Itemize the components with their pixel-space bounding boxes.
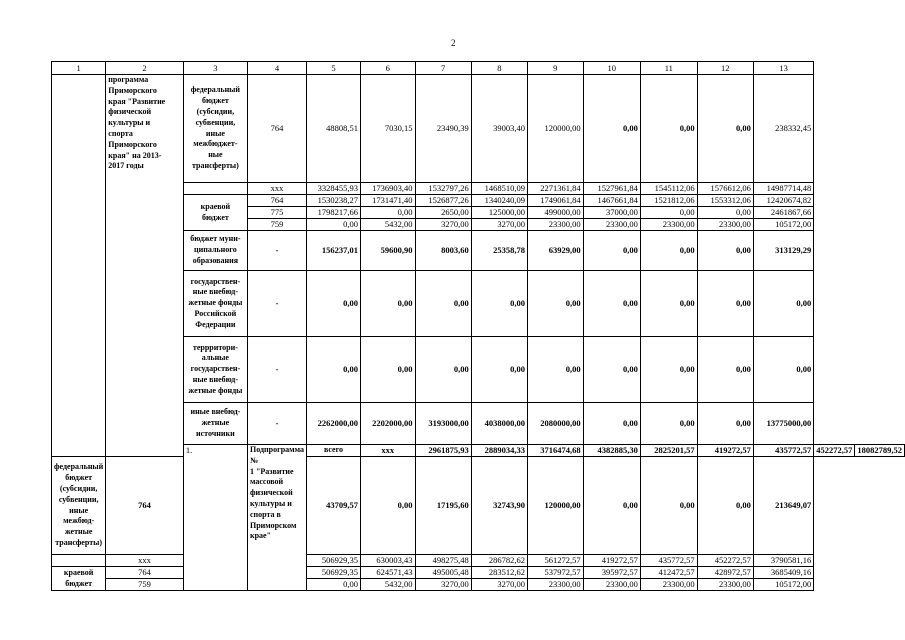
column-number: 13 [753, 62, 813, 75]
value-cell: 1749061,84 [527, 195, 583, 207]
funding-source-label: федеральный бюджет (субсидии, субвенции, иные межбюджет- ные трансферты) [183, 75, 247, 183]
value-cell: 0,00 [640, 207, 697, 219]
value-cell: 3270,00 [471, 219, 527, 231]
value-cell: 1576612,06 [697, 183, 753, 195]
column-number: 6 [361, 62, 416, 75]
value-cell: 3716474,68 [527, 445, 583, 457]
column-number: 8 [471, 62, 527, 75]
column-number: 12 [697, 62, 753, 75]
value-cell: 1526877,26 [415, 195, 471, 207]
page-number: 2 [451, 38, 456, 48]
value-cell: 18082789,52 [855, 445, 905, 457]
value-cell: 0,00 [640, 231, 697, 271]
value-cell: 0,00 [697, 337, 753, 403]
row-number: 1. [183, 445, 247, 591]
value-cell: 1527961,84 [583, 183, 640, 195]
budget-code: 764 [106, 457, 184, 555]
blank-cell [183, 183, 247, 195]
value-cell: 1340240,09 [471, 195, 527, 207]
funding-source-label: федеральный бюджет (субсидии, субвенции, иные межбюд- жетные трансферты) [52, 457, 106, 555]
value-cell: 1553312,06 [697, 195, 753, 207]
value-cell: 2650,00 [415, 207, 471, 219]
value-cell: 1468510,09 [471, 183, 527, 195]
value-cell: 1530238,27 [307, 195, 361, 207]
funding-source-label: бюджет муни- ципального образования [183, 231, 247, 271]
value-cell: 1467661,84 [583, 195, 640, 207]
value-cell: 395972,57 [583, 567, 640, 579]
budget-code: 759 [106, 579, 184, 591]
value-cell: 32743,90 [471, 457, 527, 555]
value-cell: 2461867,66 [753, 207, 813, 219]
value-cell: 452272,57 [814, 445, 855, 457]
budget-code: 759 [247, 219, 306, 231]
value-cell: 8003,60 [415, 231, 471, 271]
value-cell: 498275,48 [415, 555, 471, 567]
value-cell: 537972,57 [527, 567, 583, 579]
value-cell: 23300,00 [583, 219, 640, 231]
value-cell: 48808,51 [307, 75, 361, 183]
value-cell: 1731471,40 [361, 195, 416, 207]
value-cell: 0,00 [640, 271, 697, 337]
value-cell: 23300,00 [640, 219, 697, 231]
column-number: 2 [106, 62, 184, 75]
value-cell: 2961875,93 [415, 445, 471, 457]
budget-code: 764 [106, 567, 184, 579]
value-cell: 13775000,00 [753, 403, 813, 445]
column-number: 3 [183, 62, 247, 75]
value-cell: 1736903,40 [361, 183, 416, 195]
budget-code: - [247, 403, 306, 445]
value-cell: 1798217,66 [307, 207, 361, 219]
value-cell: 2202000,00 [361, 403, 416, 445]
value-cell: 23300,00 [527, 579, 583, 591]
value-cell: 283512,62 [471, 567, 527, 579]
value-cell: 0,00 [640, 337, 697, 403]
value-cell: 0,00 [697, 231, 753, 271]
value-cell: 1521812,06 [640, 195, 697, 207]
value-cell: 0,00 [697, 271, 753, 337]
funding-source-label: краевой бюджет [183, 195, 247, 231]
value-cell: 0,00 [697, 457, 753, 555]
value-cell: 5432,00 [361, 219, 416, 231]
budget-code: xxx [361, 445, 416, 457]
value-cell: 0,00 [307, 271, 361, 337]
value-cell: 23490,39 [415, 75, 471, 183]
value-cell: 0,00 [697, 207, 753, 219]
value-cell: 23300,00 [697, 579, 753, 591]
value-cell: 43709,57 [307, 457, 361, 555]
value-cell: 12420674,82 [753, 195, 813, 207]
value-cell: 23300,00 [640, 579, 697, 591]
table-row [52, 555, 905, 567]
value-cell: 3270,00 [415, 219, 471, 231]
value-cell: 238332,45 [753, 75, 813, 183]
value-cell: 156237,01 [307, 231, 361, 271]
value-cell: 0,00 [583, 271, 640, 337]
funding-source-label: государствен- ные внебюд- жетные фонды Российской Федерации [183, 271, 247, 337]
value-cell: 59600,90 [361, 231, 416, 271]
value-cell: 105172,00 [753, 579, 813, 591]
value-cell: 2271361,84 [527, 183, 583, 195]
value-cell: 428972,57 [697, 567, 753, 579]
value-cell: 435772,57 [753, 445, 813, 457]
table-row [52, 75, 905, 183]
value-cell: 120000,00 [527, 75, 583, 183]
value-cell: 0,00 [361, 207, 416, 219]
value-cell: 0,00 [307, 579, 361, 591]
value-cell: 435772,57 [640, 555, 697, 567]
value-cell: 17195,60 [415, 457, 471, 555]
value-cell: 5432,00 [361, 579, 416, 591]
value-cell: 286782,62 [471, 555, 527, 567]
value-cell: 2889034,33 [471, 445, 527, 457]
value-cell: 3270,00 [415, 579, 471, 591]
value-cell: 0,00 [527, 271, 583, 337]
value-cell: 3790581,16 [753, 555, 813, 567]
value-cell: 0,00 [583, 75, 640, 183]
value-cell: 0,00 [415, 271, 471, 337]
table-row [52, 567, 905, 579]
value-cell: 2080000,00 [527, 403, 583, 445]
value-cell: 2262000,00 [307, 403, 361, 445]
column-number: 5 [307, 62, 361, 75]
budget-code: 775 [247, 207, 306, 219]
budget-code: - [247, 271, 306, 337]
value-cell: 506929,35 [307, 555, 361, 567]
value-cell: 561272,57 [527, 555, 583, 567]
row-number-cell [52, 75, 106, 457]
value-cell: 0,00 [583, 403, 640, 445]
funding-source-label: террритори- альные государствен- ные внебюд- жетные фонды [183, 337, 247, 403]
value-cell: 4382885,30 [583, 445, 640, 457]
value-cell: 452272,57 [697, 555, 753, 567]
value-cell: 0,00 [361, 457, 416, 555]
value-cell: 25358,78 [471, 231, 527, 271]
value-cell: 3328455,93 [307, 183, 361, 195]
value-cell: 23300,00 [527, 219, 583, 231]
value-cell: 63929,00 [527, 231, 583, 271]
value-cell: 0,00 [753, 337, 813, 403]
column-number: 1 [52, 62, 106, 75]
subprogram-name: Подпрограмма № 1 "Развитие массовой физической культуры и спорта в Приморском крае" [247, 445, 306, 591]
value-cell: 506929,35 [307, 567, 361, 579]
value-cell: 0,00 [361, 271, 416, 337]
value-cell: 419272,57 [697, 445, 753, 457]
value-cell: 37000,00 [583, 207, 640, 219]
value-cell: 0,00 [471, 271, 527, 337]
budget-table [51, 61, 905, 591]
value-cell: 0,00 [583, 457, 640, 555]
value-cell: 105172,00 [753, 219, 813, 231]
value-cell: 4038000,00 [471, 403, 527, 445]
value-cell: 23300,00 [697, 219, 753, 231]
value-cell: 1545112,06 [640, 183, 697, 195]
value-cell: 39003,40 [471, 75, 527, 183]
value-cell: 499000,00 [527, 207, 583, 219]
budget-code: - [247, 231, 306, 271]
value-cell: 0,00 [307, 219, 361, 231]
value-cell: 419272,57 [583, 555, 640, 567]
funding-source-label: краевой бюджет [52, 567, 106, 591]
value-cell: 0,00 [697, 403, 753, 445]
column-number: 11 [640, 62, 697, 75]
value-cell: 7030,15 [361, 75, 416, 183]
funding-source-label: всего [307, 445, 361, 457]
program-name: программа Приморского края "Развитие физической культуры и спорта Приморского края" на 2013- 2017 годы [106, 75, 184, 457]
table-row [52, 579, 905, 591]
value-cell: 0,00 [471, 337, 527, 403]
value-cell: 1532797,26 [415, 183, 471, 195]
budget-code: xxx [247, 183, 306, 195]
blank-cell [52, 555, 106, 567]
value-cell: 0,00 [697, 75, 753, 183]
table-row [52, 457, 905, 555]
value-cell: 0,00 [640, 403, 697, 445]
column-numbers-row [52, 62, 905, 75]
value-cell: 14987714,48 [753, 183, 813, 195]
value-cell: 630003,43 [361, 555, 416, 567]
budget-code: xxx [106, 555, 184, 567]
value-cell: 0,00 [527, 337, 583, 403]
value-cell: 495005,48 [415, 567, 471, 579]
value-cell: 0,00 [361, 337, 416, 403]
column-number: 9 [527, 62, 583, 75]
value-cell: 120000,00 [527, 457, 583, 555]
value-cell: 213649,07 [753, 457, 813, 555]
budget-code: 764 [247, 75, 306, 183]
budget-code: - [247, 337, 306, 403]
funding-source-label: иные внебюд- жетные источники [183, 403, 247, 445]
value-cell: 0,00 [640, 75, 697, 183]
value-cell: 125000,00 [471, 207, 527, 219]
budget-code: 764 [247, 195, 306, 207]
value-cell: 3193000,00 [415, 403, 471, 445]
value-cell: 0,00 [583, 337, 640, 403]
value-cell: 412472,57 [640, 567, 697, 579]
value-cell: 3270,00 [471, 579, 527, 591]
value-cell: 0,00 [415, 337, 471, 403]
column-number: 7 [415, 62, 471, 75]
value-cell: 624571,43 [361, 567, 416, 579]
column-number: 4 [247, 62, 306, 75]
value-cell: 2825201,57 [640, 445, 697, 457]
value-cell: 23300,00 [583, 579, 640, 591]
value-cell: 3685409,16 [753, 567, 813, 579]
value-cell: 0,00 [753, 271, 813, 337]
value-cell: 0,00 [640, 457, 697, 555]
column-number: 10 [583, 62, 640, 75]
value-cell: 0,00 [307, 337, 361, 403]
value-cell: 313129,29 [753, 231, 813, 271]
value-cell: 0,00 [583, 231, 640, 271]
